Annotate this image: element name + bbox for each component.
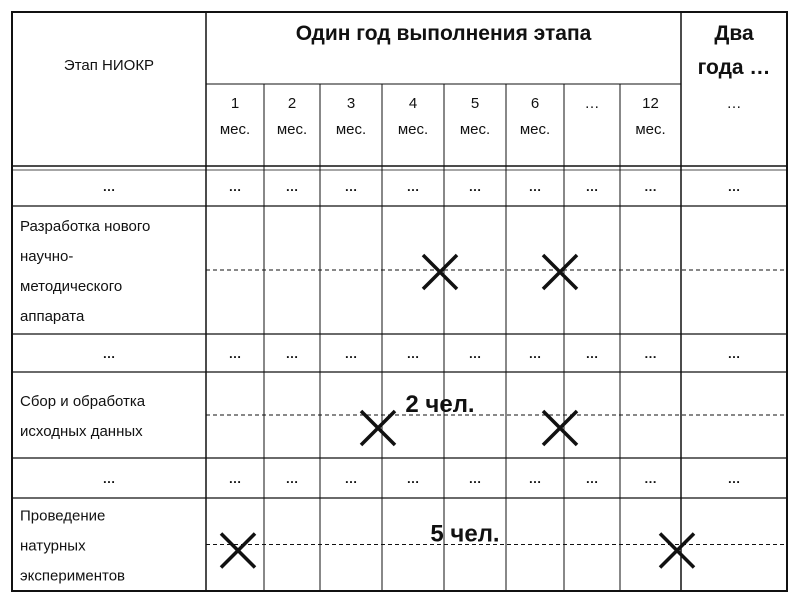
month-number-3: 4 xyxy=(408,95,418,112)
stage-name-2-line-1: натурных xyxy=(20,537,86,555)
ellipsis-cell-2-6: … xyxy=(528,346,542,361)
stage-name-0-line-0: Разработка нового xyxy=(20,218,151,235)
ellipsis-cell-4-9: … xyxy=(727,471,741,486)
ellipsis-cell-2-3: … xyxy=(344,346,358,361)
month-number-6: … xyxy=(584,95,600,112)
ellipsis-cell-4-2: … xyxy=(285,471,299,486)
x-mark-stage-1-month-6 xyxy=(543,411,577,445)
x-mark-stage-0-month-4 xyxy=(423,255,457,289)
month-unit-5: мес. xyxy=(519,121,551,138)
x-mark-stage-1-month-3 xyxy=(361,411,395,445)
stage-name-0-line-2: методического xyxy=(20,278,123,295)
month-unit-7: мес. xyxy=(635,121,666,138)
x-mark-stage-0-month-6 xyxy=(543,255,577,289)
ellipsis-cell-0-7: … xyxy=(585,179,599,194)
ellipsis-cell-4-6: … xyxy=(528,471,542,486)
group-header-two-years-line1: Два xyxy=(714,22,754,45)
table-grid xyxy=(12,12,787,591)
stage-name-1-line-1: исходных данных xyxy=(20,423,143,440)
month-number-5: 6 xyxy=(530,95,540,112)
stage-name-2-line-2: экспериментов xyxy=(20,567,126,585)
ellipsis-cell-2-2: … xyxy=(285,346,299,361)
ellipsis-cell-0-8: … xyxy=(644,179,657,194)
staff-label-stage-2: 5 чел. xyxy=(430,520,500,548)
month-number-7: 12 xyxy=(642,95,659,112)
ellipsis-cell-2-7: … xyxy=(585,346,599,361)
stage-name-1-line-0: Сбор и обработка xyxy=(20,393,146,410)
x-mark-stage-2-month-1 xyxy=(221,534,255,568)
ellipsis-stage-2: … xyxy=(102,346,116,361)
month-number-2: 3 xyxy=(346,95,356,112)
group-header-two-years-line2: года … xyxy=(697,56,771,79)
ellipsis-cell-0-9: … xyxy=(727,179,741,194)
ellipsis-cell-4-8: … xyxy=(644,471,657,486)
month-unit-0: мес. xyxy=(219,121,251,138)
ellipsis-cell-4-4: … xyxy=(406,471,420,486)
ellipsis-cell-4-1: … xyxy=(228,471,242,486)
ellipsis-cell-2-9: … xyxy=(727,346,741,361)
month-unit-2: мес. xyxy=(335,121,367,138)
month-number-0: 1 xyxy=(230,95,240,112)
ellipsis-cell-2-8: … xyxy=(644,346,657,361)
ellipsis-cell-0-1: … xyxy=(228,179,242,194)
stage-name-0-line-3: аппарата xyxy=(20,308,85,325)
stage-name-2-line-0: Проведение xyxy=(20,507,106,525)
ellipsis-cell-0-4: … xyxy=(406,179,420,194)
table-border xyxy=(12,12,787,591)
table-cells xyxy=(20,22,770,585)
ellipsis-cell-2-4: … xyxy=(406,346,420,361)
ellipsis-cell-0-6: … xyxy=(528,179,542,194)
month-unit-3: мес. xyxy=(397,121,429,138)
month-unit-1: мес. xyxy=(276,121,308,138)
x-mark-stage-2-month-12 xyxy=(660,534,694,568)
month-number-1: 2 xyxy=(287,95,297,112)
ellipsis-cell-0-5: … xyxy=(468,179,482,194)
ellipsis-cell-0-3: … xyxy=(344,179,358,194)
stage-name-0-line-1: научно- xyxy=(20,248,74,265)
two-years-header-value: … xyxy=(726,95,742,112)
ellipsis-cell-0-2: … xyxy=(285,179,299,194)
group-header-one-year: Один год выполнения этапа xyxy=(295,22,592,45)
ellipsis-stage-0: … xyxy=(102,179,116,194)
ellipsis-cell-2-5: … xyxy=(468,346,482,361)
corner-header: Этап НИОКР xyxy=(63,57,155,74)
ellipsis-cell-4-5: … xyxy=(468,471,482,486)
month-unit-4: мес. xyxy=(459,121,491,138)
month-number-4: 5 xyxy=(470,95,480,112)
ellipsis-cell-2-1: … xyxy=(228,346,242,361)
ellipsis-stage-4: … xyxy=(102,471,116,486)
ellipsis-cell-4-7: … xyxy=(585,471,599,486)
ellipsis-cell-4-3: … xyxy=(344,471,358,486)
staff-label-stage-1: 2 чел. xyxy=(405,391,475,418)
